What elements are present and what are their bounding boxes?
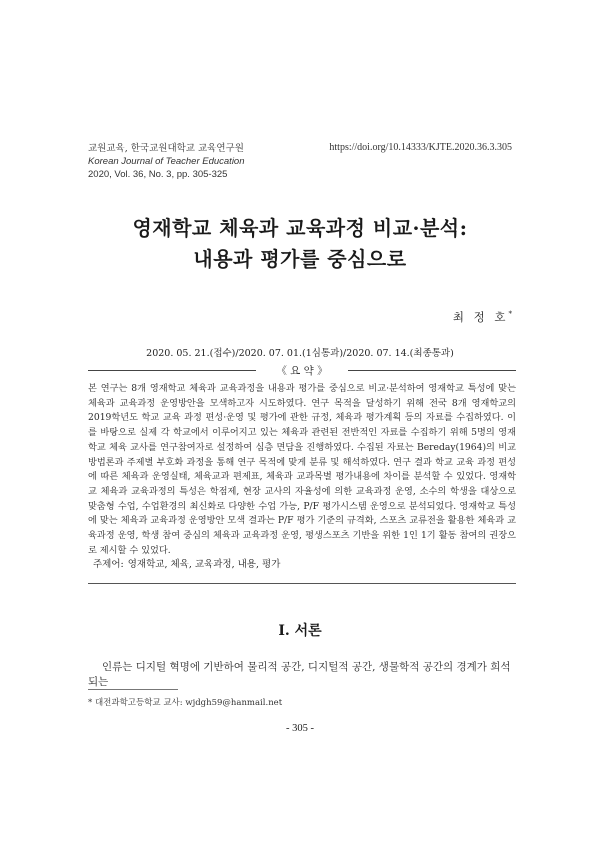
keywords-value: 영재학교, 체육, 교육과정, 내용, 평가 [127, 559, 281, 570]
section-title: Ⅰ. 서론 [278, 623, 322, 639]
keywords [93, 556, 280, 570]
submission-dates: 2020. 05. 21.(접수)/2020. 07. 01.(1심통과)/2020. 07. 14.(최종통과) [146, 348, 454, 359]
paper-title [0, 213, 600, 275]
abstract-text: 본 연구는 8개 영재학교 체육과 교육과정을 내용과 평가를 중심으로 비교·분석하여 영재학교 특성에 맞는 체육과 교육과정 운영방안을 모색하고자 시도하였다. 연구 목적을 달성하기 위해 전국 8개 영재학교의 2019학년도 학교 교육 과정 편성·운영 및 평가에 관한 규정, 체육과 평가계획 등의 자료를 수집하였다. 이를 바탕으로 실제 각 학교에서 이루어지고 있는 체육과 관련된 전반적인 자료를 수집하기 위해 5명의 영재학교 체육 교사를 연구참여자로 설정하여 심층 면담을 진행하였다. 수집된 자료는 Bereday(1964)의 비교방법론과 주제별 부호화 과정을 통해 연구 목적에 맞게 분류 및 해석하였다. 연구 결과 학교 교육 과정 편성에 따른 체육과 운영실태, 체육교과 편제표, 체육과 교과목별 평가내용에 차이를 분석할 수 있었다. 영재학교 체육과 교육과정의 특성은 학점제, 현장 교사의 자율성에 의한 교육과정 운영, 소수의 학생을 대상으로 맞춤형 수업, 수업환경의 최신화로 다양한 수업 가능, P/F 평가시스템 운영으로 분석되었다. 영재학교 특성에 맞는 체육과 교육과정 운영방안 모색 결과는 P/F 평가 기준의 규격화, 스포츠 교류전을 활용한 체육과 교육과정 운영, 학생 참여 중심의 체육과 교육과정 운영, 평생스포츠 기반을 위한 1인 1기 활동 참여의 권장으로 제시할 수 있었다. [88, 383, 516, 556]
doi-link[interactable]: https://doi.org/10.14333/KJTE.2020.36.3.305 [329, 142, 512, 153]
title-line-2: 내용과 평가를 중심으로 [193, 247, 407, 271]
footnote-rule [88, 689, 178, 690]
author-name: 최 정 호 [452, 310, 509, 324]
journal-header [88, 142, 245, 181]
journal-name-en: Korean Journal of Teacher Education [88, 156, 245, 167]
author-footnote-mark: * [508, 310, 512, 319]
author [453, 309, 512, 325]
publisher-text: 교원교육, 한국교원대학교 교육연구원 [88, 143, 244, 154]
body-paragraph: 인류는 디지털 혁명에 기반하여 물리적 공간, 디지털적 공간, 생물학적 공간의 경계가 희석되는 [88, 661, 511, 688]
abstract-rule-right [348, 370, 516, 371]
abstract-heading-row [88, 363, 516, 377]
volume-info: 2020, Vol. 36, No. 3, pp. 305-325 [88, 169, 228, 180]
abstract-bottom-rule [88, 583, 516, 584]
footnote: * 대전과학고등학교 교사: wjdgh59@hanmail.net [88, 698, 283, 708]
keywords-label: 주제어: [93, 559, 124, 570]
abstract-heading: 《 요 약 》 [276, 365, 328, 377]
title-line-1: 영재학교 체육과 교육과정 비교·분석: [132, 216, 468, 240]
page-number: - 305 - [286, 723, 314, 734]
